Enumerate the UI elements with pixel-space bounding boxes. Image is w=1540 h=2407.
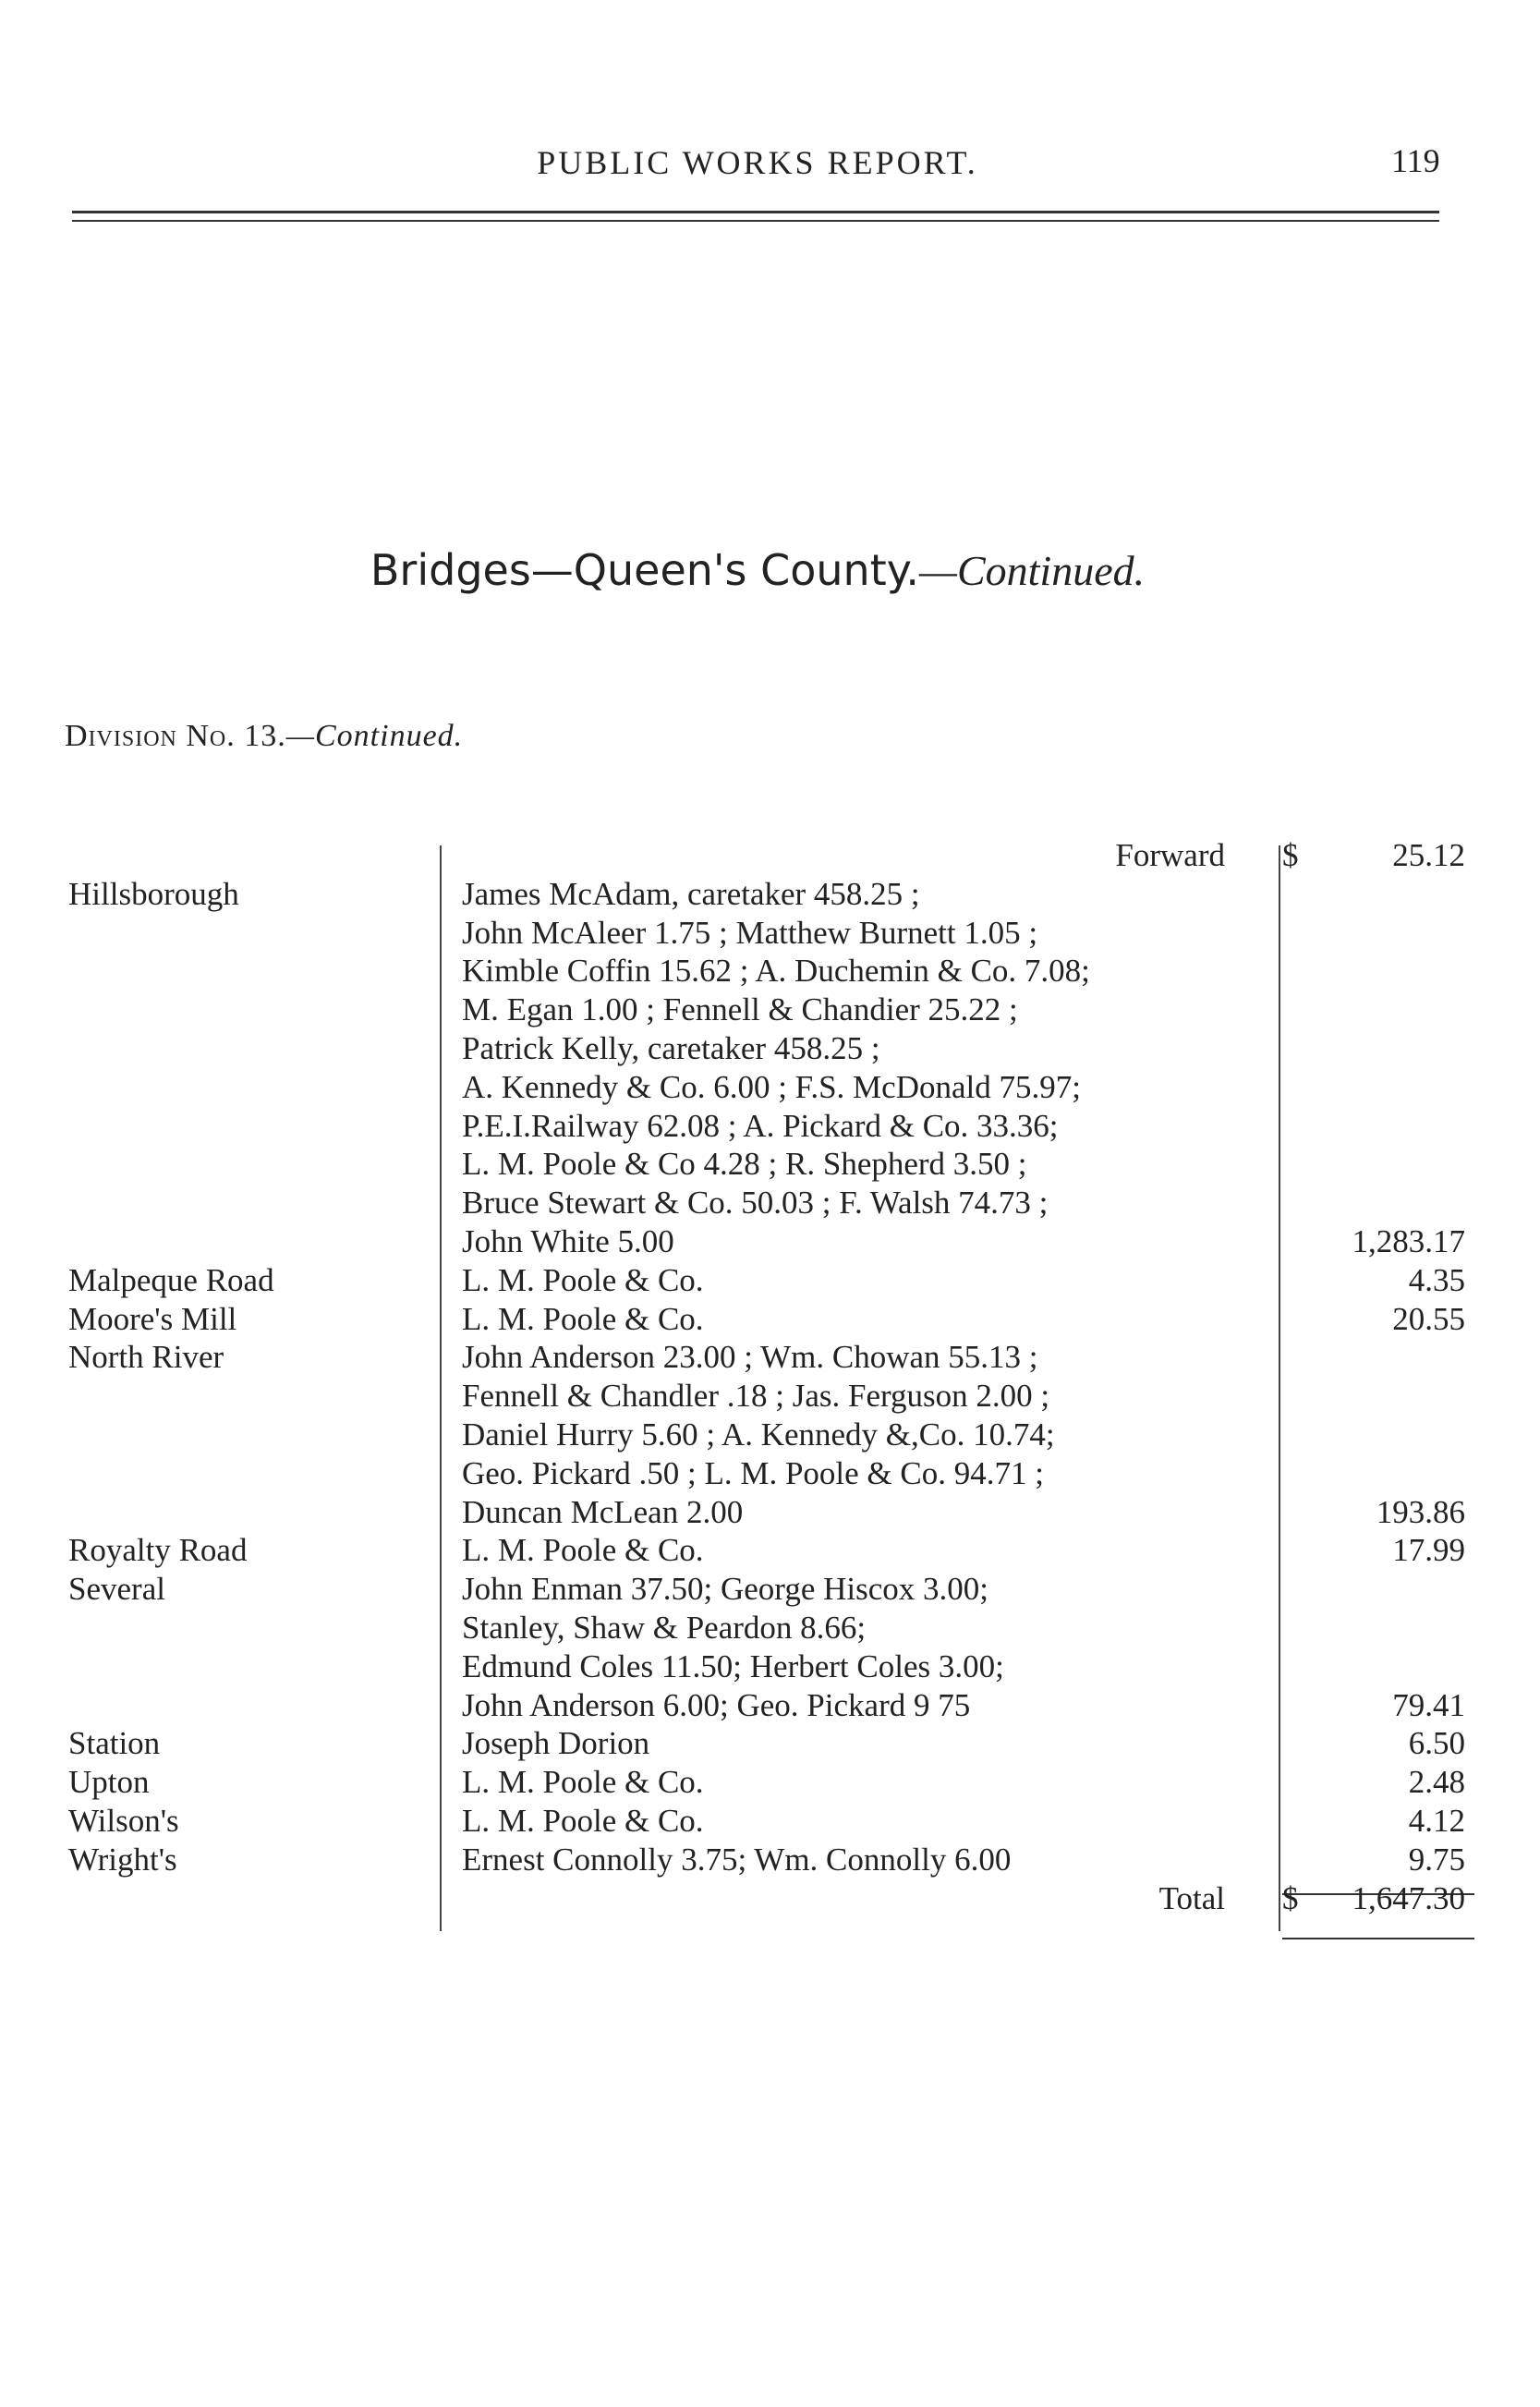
ledger-row [61,1493,1474,1532]
entry-text: L. M. Poole & Co. [462,1261,704,1298]
entry-text: Edmund Coles 11.50; Herbert Coles 3.00; [462,1647,1004,1684]
ledger-row [61,1416,1474,1454]
ledger-table [61,836,1474,1917]
amount-value: 25.12 [1392,837,1465,873]
ledger-row [61,836,1474,875]
ledger-row [61,1107,1474,1146]
ledger-row [61,1377,1474,1416]
ledger-row [61,952,1474,991]
total-rule-bottom [1282,1938,1474,1939]
entry-text: Fennell & Chandler .18 ; Jas. Ferguson 2.00 ; [462,1378,1050,1415]
amount-value: 1,647.30 [1352,1879,1465,1916]
ledger-row [61,1454,1474,1493]
ledger-row [61,1184,1474,1222]
ledger-row [61,1145,1474,1184]
entry-text: Daniel Hurry 5.60 ; A. Kennedy &,Co. 10.74; [462,1416,1055,1453]
entry-text: Ernest Connolly 3.75; Wm. Connolly 6.00 [462,1841,1012,1878]
header-rule-thin [72,220,1439,222]
ledger-rows [61,836,1474,1917]
division-continued: —Continued. [285,719,464,753]
entry-text: John Anderson 6.00; Geo. Pickard 9 75 [462,1686,971,1723]
amount-value: 2.48 [1408,1764,1465,1801]
entry-text: Duncan McLean 2.00 [462,1493,744,1530]
entry-text: L. M. Poole & Co. [462,1532,704,1569]
place-label: Upton [68,1764,150,1801]
place-label: Station [68,1725,161,1762]
entry-text: Total [1158,1879,1225,1916]
ledger-row [61,1686,1474,1725]
entry-text: Joseph Dorion [462,1725,650,1762]
place-label: Wright's [68,1841,177,1878]
section-title-text: Bridges—Queen's County. [370,545,920,595]
page-number: 119 [1391,142,1440,179]
amount-value: 193.86 [1376,1493,1465,1530]
entry-text: James McAdam, caretaker 458.25 ; [462,875,920,912]
place-label: Malpeque Road [68,1261,274,1298]
dollar-sign: $ [1282,1879,1299,1916]
amount-value: 9.75 [1408,1841,1465,1878]
entry-text: A. Kennedy & Co. 6.00 ; F.S. McDonald 75.97; [462,1068,1081,1105]
entry-text: Forward [1115,837,1225,873]
ledger-row [61,1570,1474,1609]
entry-text: John White 5.00 [462,1222,674,1259]
amount-value: 1,283.17 [1352,1222,1465,1259]
amount-value: 79.41 [1392,1686,1465,1723]
entry-text: L. M. Poole & Co. [462,1764,704,1801]
amount-value: 20.55 [1392,1300,1465,1337]
entry-text: L. M. Poole & Co. [462,1802,704,1839]
amount-value: 4.12 [1408,1802,1465,1839]
ledger-row [61,875,1474,914]
place-label: Wilson's [68,1802,179,1839]
ledger-row [61,1261,1474,1300]
ledger-row [61,1802,1474,1841]
place-label: Hillsborough [68,875,239,912]
ledger-row [61,1531,1474,1570]
ledger-row [61,1222,1474,1261]
ledger-row [61,1609,1474,1647]
ledger-row [61,1879,1474,1918]
section-title-continued: —Continued. [919,547,1146,594]
entry-text: John Anderson 23.00 ; Wm. Chowan 55.13 ; [462,1339,1038,1376]
section-title [0,545,1515,595]
entry-text: Geo. Pickard .50 ; L. M. Poole & Co. 94.71 ; [462,1454,1044,1491]
place-label: Several [68,1571,165,1608]
entry-text: Patrick Kelly, caretaker 458.25 ; [462,1029,880,1066]
ledger-row [61,1724,1474,1763]
entry-text: L. M. Poole & Co 4.28 ; R. Shepherd 3.50 ; [462,1146,1027,1183]
ledger-row [61,991,1474,1029]
place-label: North River [68,1339,224,1376]
dollar-sign: $ [1282,837,1299,873]
entry-text: Kimble Coffin 15.62 ; A. Duchemin & Co. 7.08; [462,953,1090,990]
ledger-row [61,1841,1474,1879]
running-header: PUBLIC WORKS REPORT. [537,144,978,181]
ledger-row [61,1068,1474,1107]
place-label: Royalty Road [68,1532,248,1569]
amount-value: 4.35 [1408,1261,1465,1298]
ledger-row [61,1763,1474,1802]
ledger-row [61,914,1474,953]
division-label: Division No. [65,719,236,753]
division-number: 13. [244,719,286,753]
entry-text: John McAleer 1.75 ; Matthew Burnett 1.05 ; [462,914,1038,951]
ledger-row [61,1338,1474,1377]
entry-text: Bruce Stewart & Co. 50.03 ; F. Walsh 74.73 ; [462,1185,1049,1222]
header-rule [72,211,1439,213]
ledger-row [61,1300,1474,1339]
entry-text: M. Egan 1.00 ; Fennell & Chandier 25.22 ; [462,991,1018,1028]
entry-text: P.E.I.Railway 62.08 ; A. Pickard & Co. 33.36; [462,1107,1059,1144]
entry-text: John Enman 37.50; George Hiscox 3.00; [462,1571,988,1608]
ledger-row [61,1647,1474,1686]
ledger-row [61,1029,1474,1068]
amount-value: 17.99 [1392,1532,1465,1569]
entry-text: Stanley, Shaw & Peardon 8.66; [462,1609,867,1646]
entry-text: L. M. Poole & Co. [462,1300,704,1337]
place-label: Moore's Mill [68,1300,237,1337]
amount-value: 6.50 [1408,1725,1465,1762]
division-heading [65,719,463,754]
